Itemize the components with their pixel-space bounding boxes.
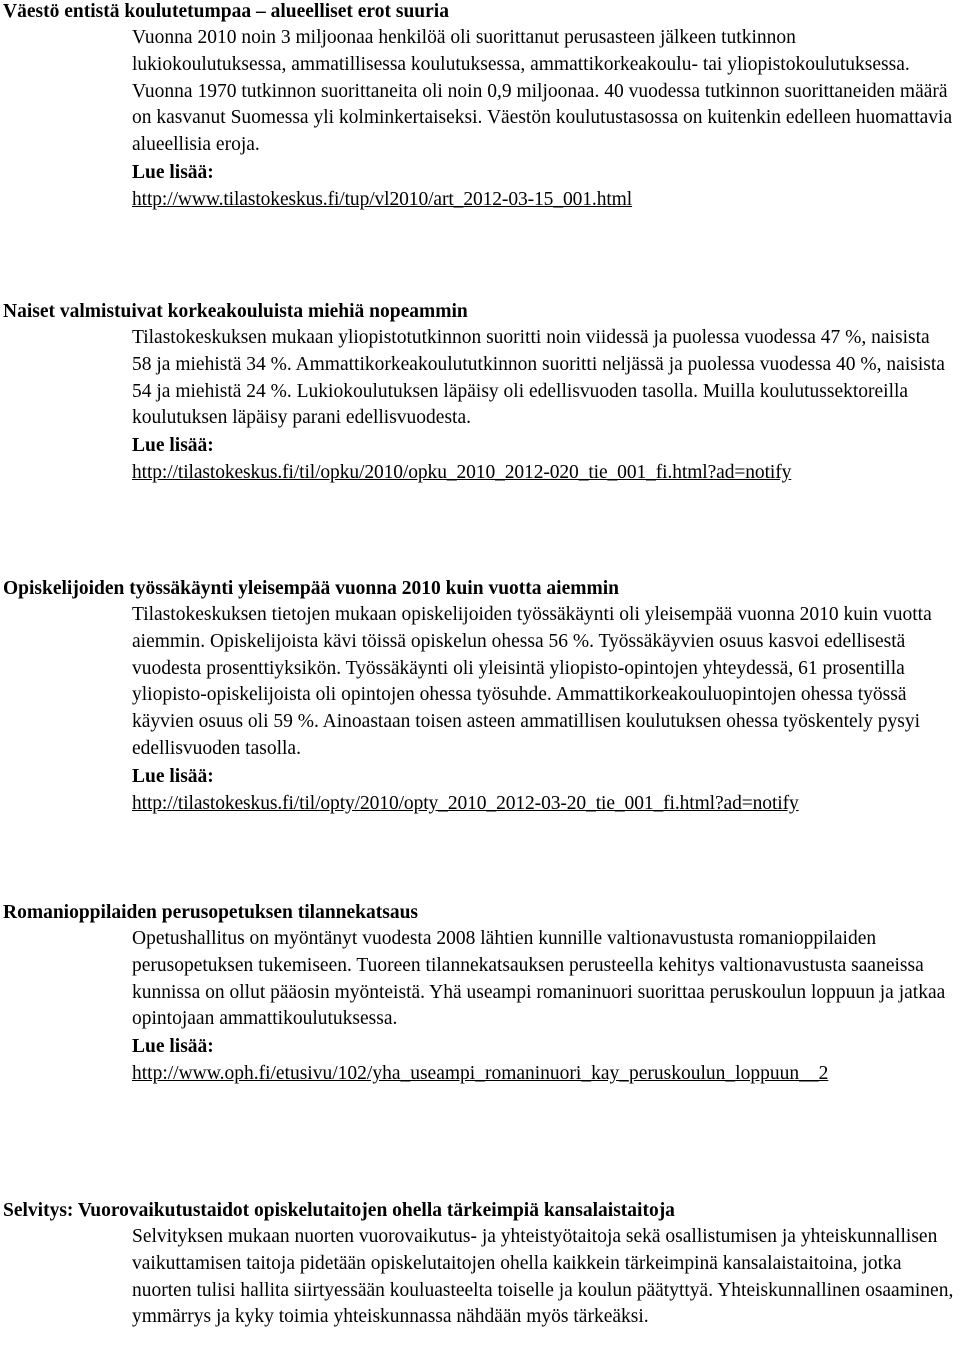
news-item-body: Selvityksen mukaan nuorten vuorovaikutus- ja yhteistyötaitoja sekä osallistumisen ja yhteiskunnallisen vaikuttamisen taitoja pidetään opiskelutaitojen ohella kaikkein tärkeimpinä kansalaistaitoina, jotka nuorten tulisi hallita siirtyessään kouluasteelta toiselle ja koulun päätyttyä. Yhteiskunnallinen osaaminen, ymmärrys ja kyky toimia yhteiskunnassa nähdään myös tärkeäksi. — [132, 1226, 954, 1328]
news-item-3 — [0, 575, 960, 817]
news-item-body: Vuonna 2010 noin 3 miljoonaa henkilöä oli suorittanut perusasteen jälkeen tutkinnon lukiokoulutuksessa, ammatillisessa koulutuksessa, ammattikorkeakoulu- tai yliopistokoulutuksessa. Vuonna 1970 tutkinnon suorittaneita oli noin 0,9 miljoonaa. 40 vuodessa tutkinnon suorittaneiden määrä on kasvanut Suomessa yli kolminkertaiseksi. Väestön koulutustasossa on kuitenkin edelleen huomattavia alueellisia eroja. — [132, 27, 953, 156]
news-item-body: Tilastokeskuksen tietojen mukaan opiskelijoiden työssäkäynti oli yleisempää vuonna 2010 kuin vuotta aiemmin. Opiskelijoista kävi töissä opiskelun ohessa 56 %. Työssäkäyvien osuus kasvoi edellisestä vuodesta prosenttiyksikön. Työssäkäynti oli yleisintä yliopisto-opintojen yhteydessä, 61 prosentilla yliopisto-opiskelijoista oli opintojen ohessa työsuhde. Ammattikorkeakouluopintojen ohessa työssä käyvien osuus oli 59 %. Ainoastaan toisen asteen ammatillisen koulutuksen ohessa työskentely pysyi edellisvuoden tasolla. — [132, 604, 932, 759]
news-item-1 — [0, 0, 960, 213]
read-more-link[interactable]: http://www.oph.fi/etusivu/102/yha_useampi_romaninuori_kay_peruskoulun_loppuun__2 — [132, 1063, 829, 1085]
news-item-5 — [0, 1197, 960, 1331]
news-item-body: Tilastokeskuksen mukaan yliopistotutkinnon suoritti noin viidessä ja puolessa vuodessa 47 %, naisista 58 ja miehistä 34 %. Ammattikorkeakoulututkinnon suoritti neljässä ja puolessa vuodessa 40 %, naisista 54 ja miehistä 24 %. Lukiokoulutuksen läpäisy oli edellisvuoden tasolla. Muilla koulutussektoreilla koulutuksen läpäisy parani edellisvuodesta. — [132, 327, 945, 429]
read-more-link[interactable]: http://tilastokeskus.fi/til/opty/2010/opty_2010_2012-03-20_tie_001_fi.html?ad=notify — [132, 792, 799, 814]
read-more-label: Lue lisää: — [132, 1036, 214, 1058]
read-more-label: Lue lisää: — [132, 161, 214, 183]
read-more-link[interactable]: http://tilastokeskus.fi/til/opku/2010/opku_2010_2012-020_tie_001_fi.html?ad=notify — [132, 462, 792, 484]
news-item-title: Naiset valmistuivat korkeakouluista miehiä nopeammin — [3, 301, 468, 322]
news-item-title: Selvitys: Vuorovaikutustaidot opiskelutaitojen ohella tärkeimpiä kansalaistaitoja — [3, 1200, 675, 1221]
news-item-title: Opiskelijoiden työssäkäynti yleisempää vuonna 2010 kuin vuotta aiemmin — [3, 578, 619, 599]
read-more-label: Lue lisää: — [132, 765, 214, 787]
read-more-link[interactable]: http://www.tilastokeskus.fi/tup/vl2010/art_2012-03-15_001.html — [132, 188, 633, 210]
news-item-title: Väestö entistä koulutetumpaa – alueelliset erot suuria — [3, 1, 449, 22]
read-more-label: Lue lisää: — [132, 435, 214, 457]
news-item-4 — [0, 899, 960, 1087]
news-item-body: Opetushallitus on myöntänyt vuodesta 2008 lähtien kunnille valtionavustusta romanioppilaiden perusopetuksen tukemiseen. Tuoreen tilannekatsauksen perusteella kehitys valtionavustusta saaneissa kunnissa on ollut pääosin myönteistä. Yhä useampi romaninuori suorittaa peruskoulun loppuun ja jatkaa opintojaan ammattikoulutuksessa. — [132, 928, 946, 1030]
news-item-title: Romanioppilaiden perusopetuksen tilannekatsaus — [3, 902, 419, 923]
news-item-2 — [0, 298, 960, 486]
